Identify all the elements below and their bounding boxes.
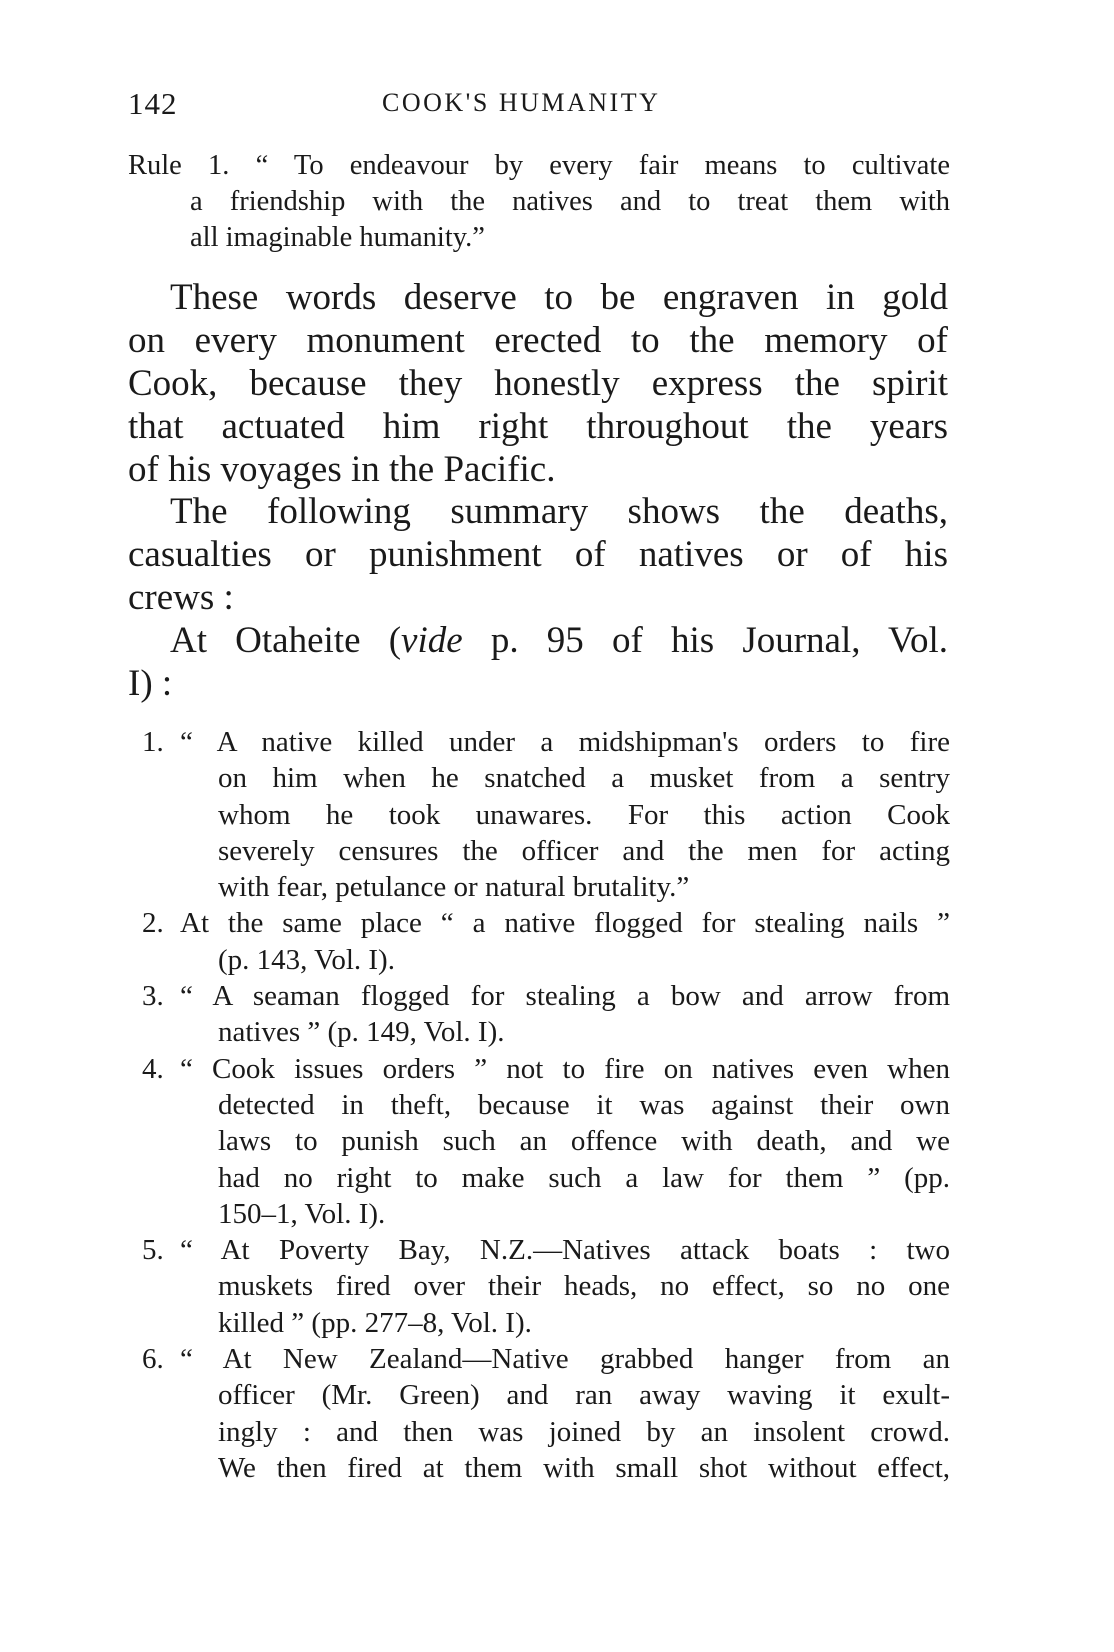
item-number: 3. [142, 980, 164, 1013]
rule-line: all imaginable humanity.” [190, 222, 485, 253]
item-line: had no right to make such a law for them ” (pp. [218, 1161, 950, 1194]
paragraph-line: crews : [128, 577, 234, 618]
rule-quote [128, 148, 950, 256]
item-line: “ A seaman flogged for stealing a bow and arrow from [180, 980, 950, 1013]
paragraph-line: At Otaheite (vide p. 95 of his Journal, Vol. [170, 620, 949, 661]
item-line: “ At New Zealand—Native grabbed hanger from an [180, 1343, 950, 1376]
item-line: natives ” (p. 149, Vol. I). [218, 1016, 505, 1049]
paragraph-line: Cook, because they honestly express the spirit [128, 363, 948, 404]
italic-vide: vide [401, 620, 463, 661]
paragraph-line: that actuated him right throughout the years [128, 406, 948, 447]
item-line: “ A native killed under a midshipman's orders to fire [180, 726, 950, 758]
item-line: killed ” (pp. 277–8, Vol. I). [218, 1306, 532, 1339]
item-line: muskets fired over their heads, no effect, so no one [218, 1270, 950, 1303]
paragraph-tribute [128, 276, 948, 491]
item-number: 5. [142, 1234, 164, 1267]
item-line: ingly : and then was joined by an insolent crowd. [218, 1415, 950, 1448]
page-number: 142 [128, 86, 178, 121]
rule-line: a friendship with the natives and to treat them with [190, 186, 950, 217]
paragraph-line: casualties or punishment of natives or of his [128, 534, 948, 575]
item-line: We then fired at them with small shot without effect, [218, 1451, 950, 1484]
list-item [128, 1232, 950, 1341]
item-line: whom he took unawares. For this action Cook [218, 798, 950, 831]
item-line: on him when he snatched a musket from a sentry [218, 762, 950, 795]
rule-line: Rule 1. “ To endeavour by every fair means to cultivate [128, 150, 950, 181]
paragraph-line: The following summary shows the deaths, [170, 491, 948, 532]
item-line: with fear, petulance or natural brutality.” [218, 871, 690, 904]
paragraph-summary-intro [128, 490, 948, 619]
item-line: (p. 143, Vol. I). [218, 943, 395, 976]
item-line: severely censures the officer and the men for acting [218, 834, 950, 867]
paragraph-otaheite [128, 619, 948, 705]
paragraph-line: I) : [128, 663, 173, 704]
item-line: 150–1, Vol. I). [218, 1197, 386, 1230]
item-line: “ At Poverty Bay, N.Z.—Natives attack boats : two [180, 1234, 950, 1267]
page-header [128, 86, 948, 126]
list-item [128, 905, 950, 978]
item-number: 6. [142, 1343, 164, 1376]
paragraph-line: of his voyages in the Pacific. [128, 449, 556, 490]
list-item [128, 1051, 950, 1232]
list-item [128, 724, 950, 905]
incident-list [128, 724, 950, 1486]
item-number: 1. [142, 726, 164, 758]
item-line: laws to punish such an offence with death, and we [218, 1125, 950, 1158]
list-item [128, 1341, 950, 1486]
item-number: 2. [142, 907, 164, 940]
item-line: detected in theft, because it was against their own [218, 1088, 950, 1121]
running-head: COOK'S HUMANITY [382, 88, 661, 117]
item-line: “ Cook issues orders ” not to fire on natives even when [180, 1052, 950, 1085]
item-line: officer (Mr. Green) and ran away waving it exult- [218, 1379, 950, 1412]
paragraph-line: These words deserve to be engraven in gold [170, 277, 948, 318]
item-number: 4. [142, 1052, 164, 1085]
paragraph-line: on every monument erected to the memory of [128, 320, 948, 361]
list-item [128, 978, 950, 1051]
item-line: At the same place “ a native flogged for stealing nails ” [180, 907, 950, 940]
